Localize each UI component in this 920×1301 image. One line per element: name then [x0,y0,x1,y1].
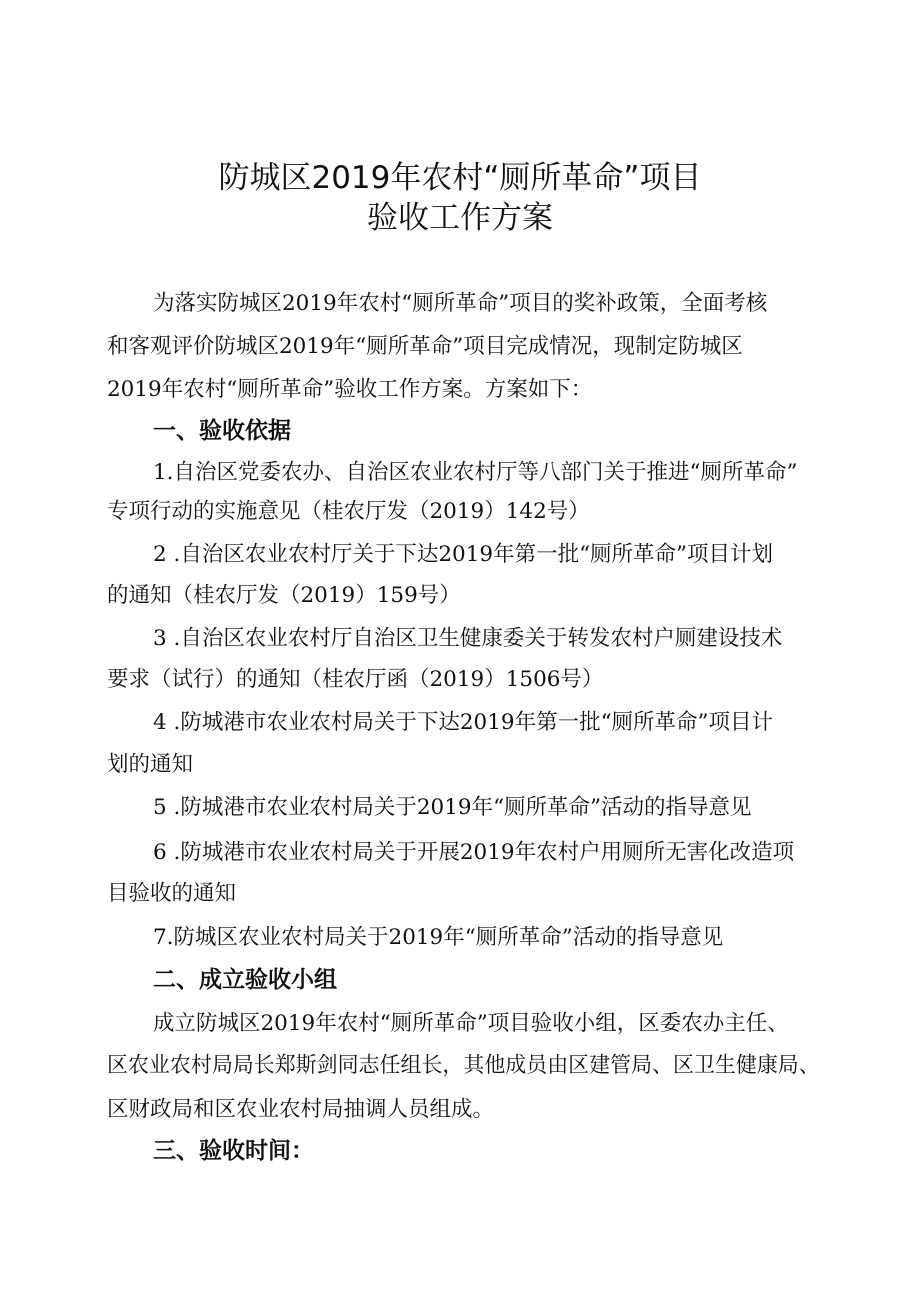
document-title-line-2: 验收工作方案 [367,200,553,236]
basis-item-6-line-1: 6 .防城港市农业农村局关于开展2019年农村户用厕所无害化改造项 [153,840,795,865]
team-line-2: 区农业农村局局长郑斯剑同志任组长，其他成员由区建管局、区卫生健康局、 [107,1053,820,1078]
team-line-1: 成立防城区2019年农村“厕所革命”项目验收小组，区委农办主任、 [153,1011,789,1036]
basis-item-2-line-2: 的通知（桂农厅发（2019）159号） [107,583,461,608]
basis-item-5-line-1: 5 .防城港市农业农村局关于2019年“厕所革命”活动的指导意见 [153,795,752,820]
basis-item-6-line-2: 目验收的通知 [107,881,237,906]
basis-item-2-line-1: 2 .自治区农业农村厅关于下达2019年第一批“厕所革命”项目计划 [153,542,774,567]
basis-item-4-line-2: 划的通知 [107,752,194,777]
team-line-3: 区财政局和区农业农村局抽调人员组成。 [107,1097,495,1122]
document-title-line-1: 防城区2019年农村“厕所革命”项目 [218,160,702,196]
basis-item-1-line-1: 1.自治区党委农办、自治区农业农村厅等八部门关于推进“厕所革命” [153,460,798,485]
basis-item-7-line-1: 7.防城区农业农村局关于2019年“厕所革命”活动的指导意见 [153,925,724,950]
intro-line-2: 和客观评价防城区2019年“厕所革命”项目完成情况，现制定防城区 [107,334,743,359]
intro-line-1: 为落实防城区2019年农村“厕所革命”项目的奖补政策，全面考核 [153,291,768,316]
section-heading-team: 二、成立验收小组 [153,967,337,993]
basis-item-3-line-1: 3 .自治区农业农村厅自治区卫生健康委关于转发农村户厕建设技术 [153,626,783,651]
basis-item-3-line-2: 要求（试行）的通知（桂农厅函（2019）1506号） [107,667,604,692]
section-heading-time: 三、验收时间： [153,1138,314,1164]
section-heading-basis: 一、验收依据 [153,418,291,444]
intro-line-3: 2019年农村“厕所革命”验收工作方案。方案如下： [107,377,593,402]
basis-item-1-line-2: 专项行动的实施意见（桂农厅发（2019）142号） [107,499,590,524]
basis-item-4-line-1: 4 .防城港市农业农村局关于下达2019年第一批“厕所革命”项目计 [153,710,774,735]
